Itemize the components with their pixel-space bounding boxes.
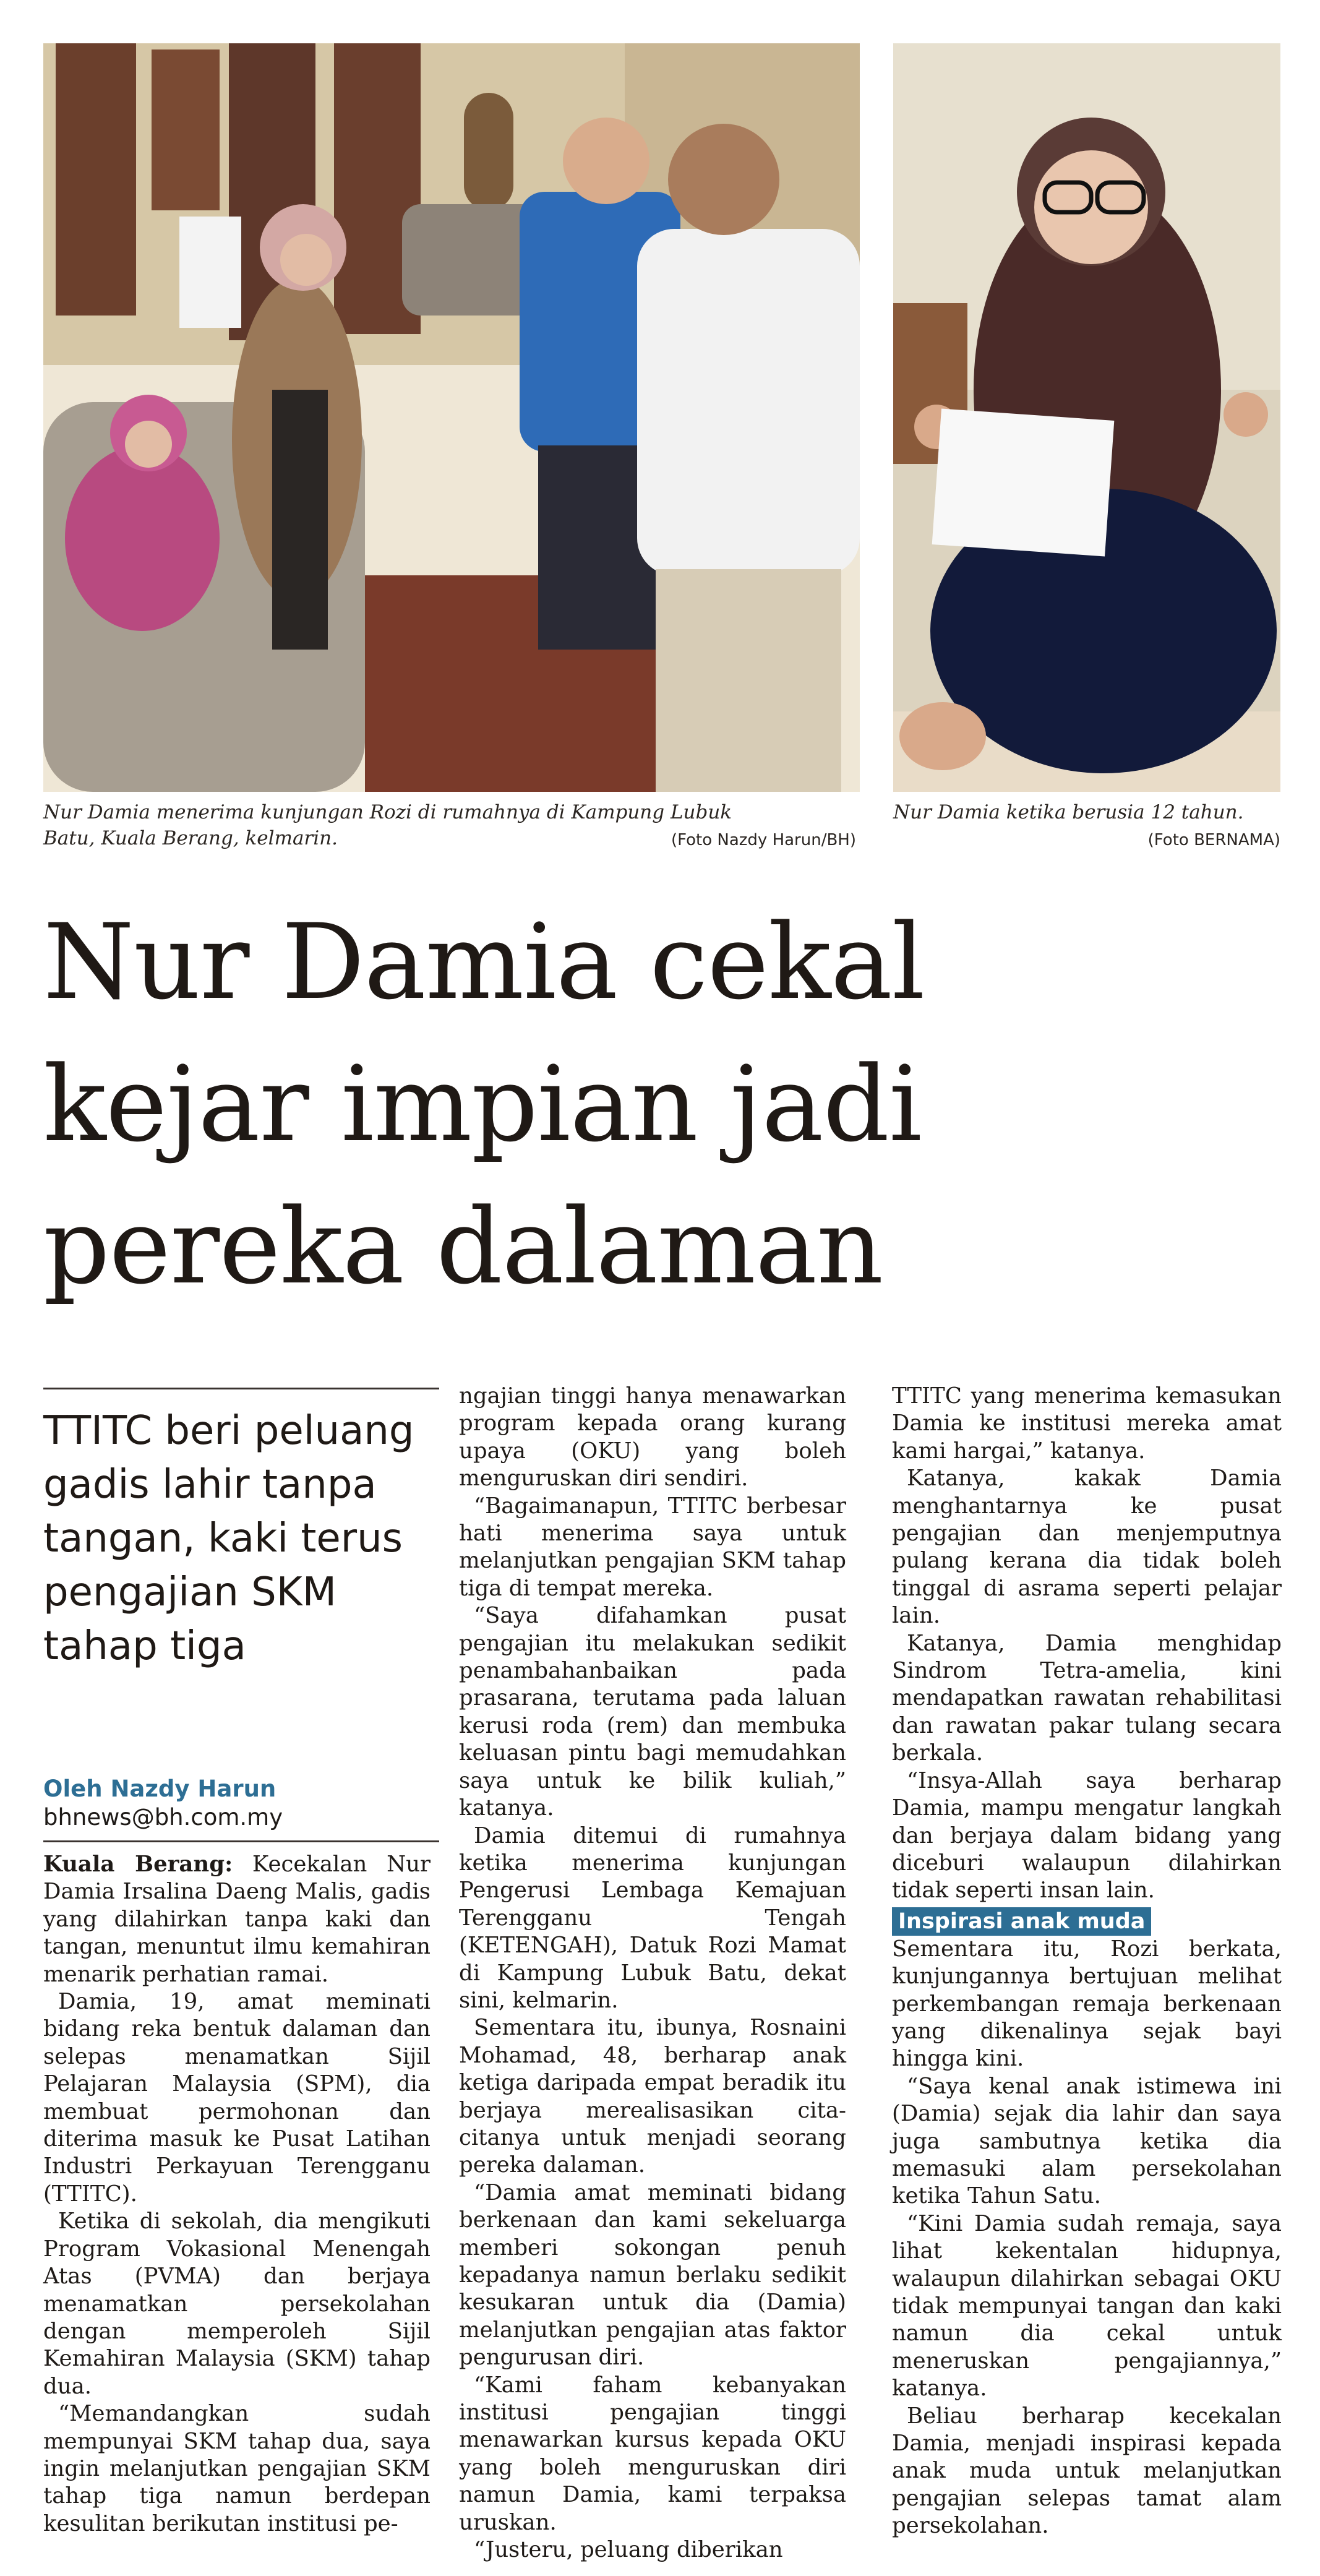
article-paragraph: ngajian tinggi hanya menawarkan program kepada orang kurang upaya (OKU) yang boleh menguruskan diri sendiri. bbox=[459, 1383, 846, 1492]
article-paragraph: “Memandangkan sudah mempunyai SKM tahap dua, saya ingin melanjutkan pengajian SKM tahap tiga namun berdepan kesulitan berikutan institusi pe- bbox=[43, 2401, 431, 2536]
photo-childhood bbox=[893, 43, 1280, 792]
article-paragraph: Ketika di sekolah, dia mengikuti Program Vokasional Menengah Atas (PVMA) dan berjaya menamatkan persekolahan dengan memperoleh Sijil Kemahiran Malaysia (SKM) tahap dua. bbox=[43, 2209, 431, 2399]
headline-line1: Nur Damia cekal bbox=[43, 901, 925, 1023]
article-paragraph: Damia, 19, amat meminati bidang reka bentuk dalaman dan selepas menamatkan Sijil Pelajaran Malaysia (SPM), dia membuat permohonan dan diterima masuk ke Pusat Latihan Industri Perkayuan Terengganu (TTITC). bbox=[43, 1989, 431, 2207]
section-heading-label: Inspirasi anak muda bbox=[892, 1907, 1151, 1936]
photo-visit bbox=[43, 43, 860, 792]
article-paragraph: Damia ditemui di rumahnya ketika menerima kunjungan Pengerusi Lembaga Kemajuan Terengganu Tengah (KETENGAH), Datuk Rozi Mamat di Kampung Lubuk Batu, dekat sini, kelmarin. bbox=[459, 1823, 846, 2013]
byline: Oleh Nazdy Harun bbox=[43, 1775, 276, 1802]
article-paragraph: “Bagaimanapun, TTITC berbesar hati menerima saya untuk melanjutkan pengajian SKM tahap tiga di tempat mereka. bbox=[459, 1493, 846, 1601]
photo-childhood-credit: (Foto BERNAMA) bbox=[1147, 831, 1280, 849]
article-column-1 bbox=[43, 1851, 431, 2538]
headline-line2: kejar impian jadi bbox=[43, 1044, 922, 1165]
article-paragraph: Sementara itu, Rozi berkata, kunjungannya bertujuan melihat perkembangan remaja berkenaan yang dikenalinya sejak bayi hingga kini. bbox=[892, 1936, 1282, 2072]
article-paragraph: Beliau berharap kecekalan Damia, menjadi inspirasi kepada anak muda untuk melanjutkan pengajian selepas tamat alam persekolahan. bbox=[892, 2403, 1282, 2539]
photo-childhood-caption: Nur Damia ketika berusia 12 tahun. bbox=[893, 801, 1244, 823]
article-paragraph: “Saya kenal anak istimewa ini (Damia) sejak dia lahir dan saya juga sambutnya ketika dia memasuki alam persekolahan ketika Tahun Satu. bbox=[892, 2073, 1282, 2209]
byline-bottom-rule bbox=[43, 1840, 439, 1842]
photo-visit-caption-line1: Nur Damia menerima kunjungan Rozi di rumahnya di Kampung Lubuk bbox=[43, 801, 732, 823]
article-paragraph: “Insya-Allah saya berharap Damia, mampu mengatur langkah dan berjaya dalam bidang yang diceburi walaupun dilahirkan tidak seperti insan lain. bbox=[892, 1767, 1282, 1904]
subhead-top-rule bbox=[43, 1388, 439, 1389]
article-paragraph: “Damia amat meminati bidang berkenaan dan kami sekeluarga memberi sokongan penuh kepadanya namun berlaku sedikit kesukaran untuk dia (Damia) melanjutkan pengajian atas faktor pengurusan diri. bbox=[459, 2179, 846, 2371]
headline bbox=[43, 891, 1280, 1318]
article-paragraph: Katanya, Damia menghidap Sindrom Tetra-amelia, kini mendapatkan rawatan rehabilitasi dan rawatan pakar tulang secara berkala. bbox=[892, 1630, 1282, 1766]
article-paragraph: Katanya, kakak Damia menghantarnya ke pusat pengajian dan menjemputnya pulang kerana dia tidak boleh tinggal di asrama seperti pelajar lain. bbox=[892, 1466, 1282, 1629]
article-paragraph: “Saya difahamkan pusat pengajian itu melakukan sedikit penambahanbaikan pada prasarana, terutama pada laluan kerusi roda (rem) dan membuka keluasan pintu bagi memudahkan saya untuk ke bilik kuliah,” katanya. bbox=[459, 1603, 846, 1821]
byline-email: bhnews@bh.com.my bbox=[43, 1804, 283, 1831]
article-column-3 bbox=[892, 1383, 1282, 2540]
photo-visit-credit: (Foto Nazdy Harun/BH) bbox=[671, 831, 856, 849]
subhead: TTITC beri peluang gadis lahir tanpa tangan, kaki terus pengajian SKM tahap tiga bbox=[43, 1408, 414, 1669]
section-heading bbox=[892, 1905, 1282, 1936]
article-paragraph: Kuala Berang: Kecekalan Nur Damia Irsalina Daeng Malis, gadis yang dilahirkan tanpa kaki dan tangan, menuntut ilmu kemahiran menarik perhatian ramai. bbox=[43, 1852, 431, 1987]
article-column-2 bbox=[459, 1383, 846, 2564]
article-paragraph: “Kami faham kebanyakan institusi pengajian tinggi menawarkan kursus kepada OKU yang boleh menguruskan diri namun Damia, kami terpaksa uruskan. bbox=[459, 2372, 846, 2535]
article-paragraph: “Justeru, peluang diberikan bbox=[474, 2537, 783, 2563]
article-paragraph: Sementara itu, ibunya, Rosnaini Mohamad, 48, berharap anak ketiga daripada empat beradik itu berjaya merealisasikan cita-citanya untuk menjadi seorang pereka dalaman. bbox=[459, 2015, 846, 2178]
photo-visit-caption-line2: Batu, Kuala Berang, kelmarin. bbox=[43, 827, 338, 849]
article-paragraph: “Kini Damia sudah remaja, saya lihat kekentalan hidupnya, walaupun dilahirkan sebagai OKU tidak mempunyai tangan dan kaki namun dia cekal untuk meneruskan pengajiannya,” katanya. bbox=[892, 2210, 1282, 2402]
dateline: Kuala Berang: bbox=[43, 1852, 233, 1877]
headline-line3: pereka dalaman bbox=[43, 1186, 883, 1307]
article-paragraph: TTITC yang menerima kemasukan Damia ke institusi mereka amat kami hargai,” katanya. bbox=[892, 1383, 1282, 1464]
